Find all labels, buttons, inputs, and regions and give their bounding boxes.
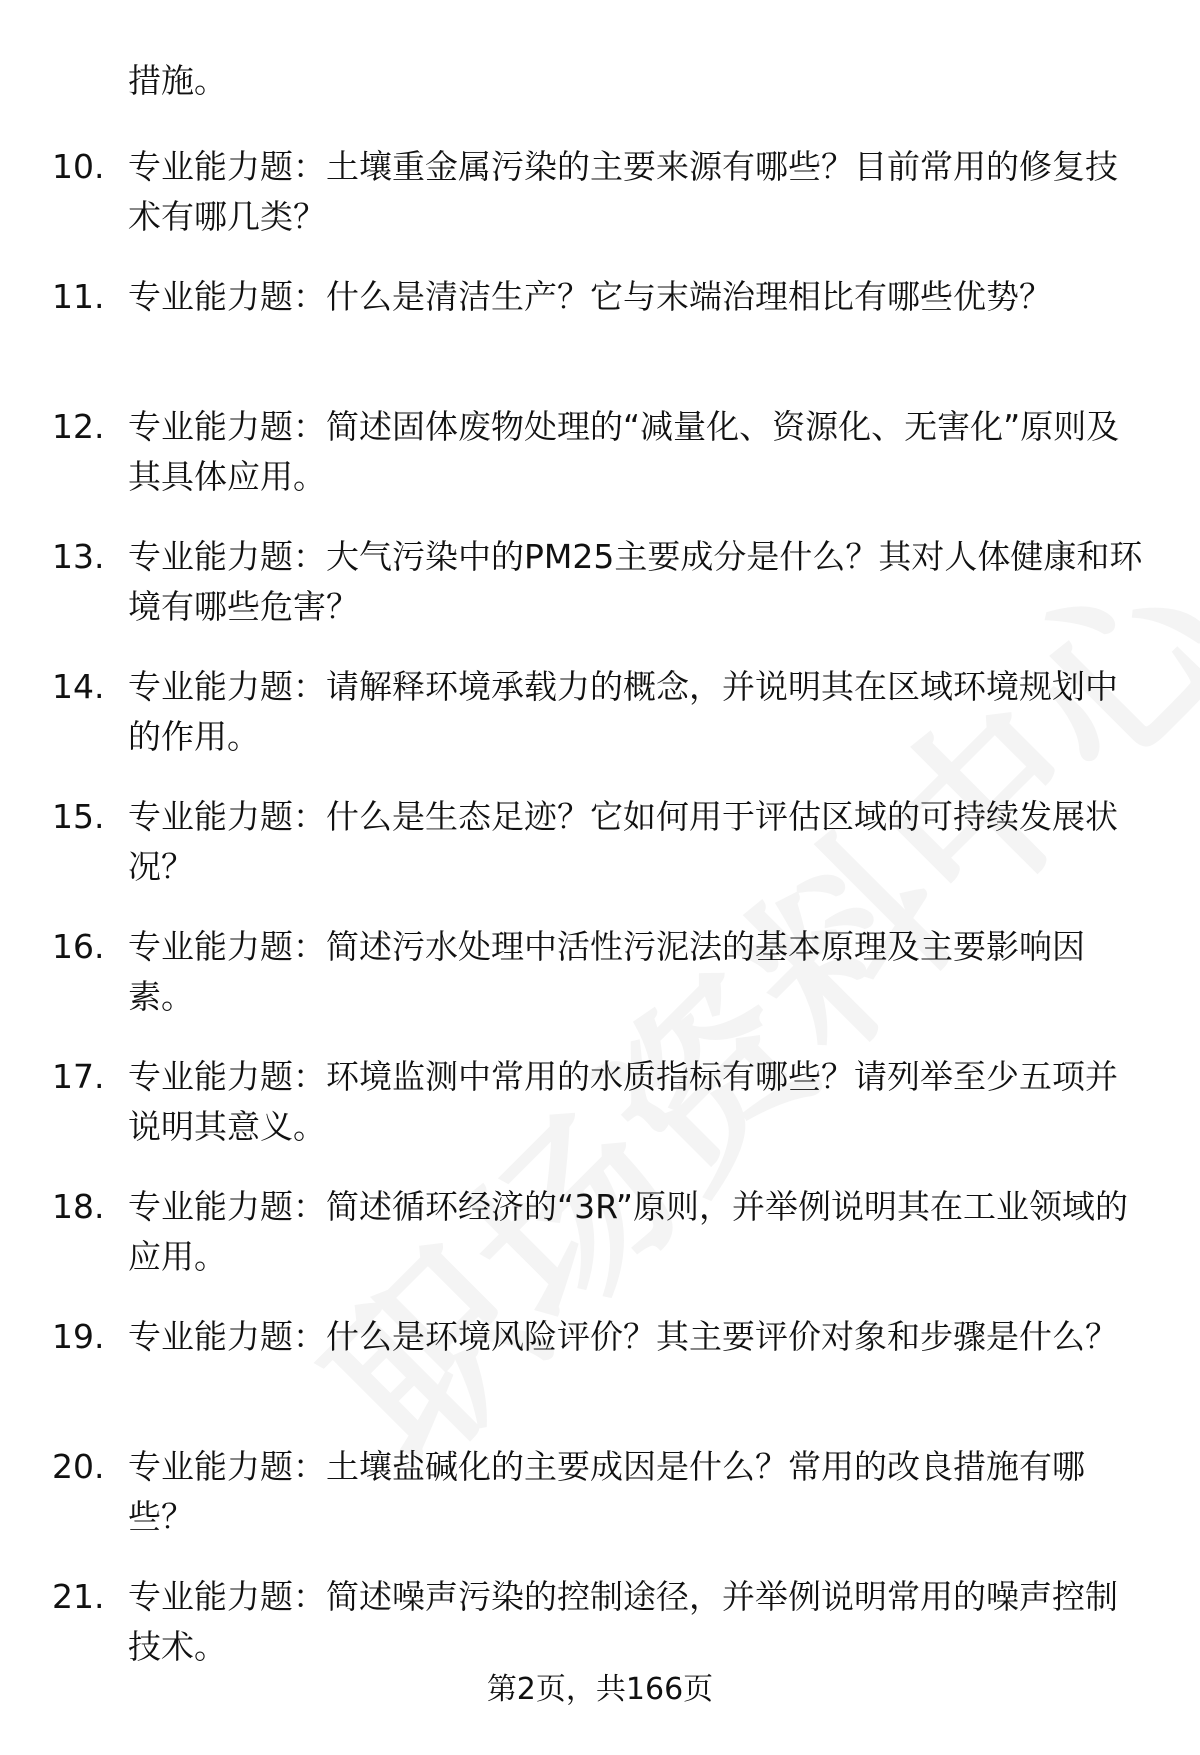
- question-number: 17.: [52, 1057, 105, 1096]
- question-text: 专业能力题：土壤盐碱化的主要成因是什么？常用的改良措施有哪些？: [128, 1447, 1085, 1536]
- question-text: 专业能力题：简述循环经济的“3R”原则，并举例说明其在工业领域的应用。: [128, 1187, 1129, 1276]
- page-number-footer: 第2页，共166页: [486, 1672, 714, 1707]
- question-text: 专业能力题：简述噪声污染的控制途径，并举例说明常用的噪声控制技术。: [128, 1577, 1118, 1666]
- question-item: [0, 532, 1200, 632]
- question-text: 专业能力题：什么是环境风险评价？其主要评价对象和步骤是什么？: [128, 1317, 1118, 1356]
- question-number: 16.: [52, 927, 105, 966]
- question-item: [0, 1572, 1200, 1672]
- question-number: 21.: [52, 1577, 105, 1616]
- question-item: [0, 1182, 1200, 1282]
- question-text: 专业能力题：大气污染中的PM25主要成分是什么？其对人体健康和环境有哪些危害？: [128, 537, 1143, 626]
- question-text: 专业能力题：什么是生态足迹？它如何用于评估区域的可持续发展状况？: [128, 797, 1118, 886]
- question-number: 12.: [52, 407, 105, 446]
- question-item: [0, 142, 1200, 242]
- question-item: [0, 662, 1200, 762]
- question-number: 18.: [52, 1187, 105, 1226]
- question-number: 15.: [52, 797, 105, 836]
- question-text: 专业能力题：环境监测中常用的水质指标有哪些？请列举至少五项并说明其意义。: [128, 1057, 1118, 1146]
- question-number: 19.: [52, 1317, 105, 1356]
- question-number: 10.: [52, 147, 105, 186]
- question-item: [0, 1442, 1200, 1542]
- question-item: [0, 1052, 1200, 1152]
- question-item: [0, 922, 1200, 1022]
- question-item: [0, 792, 1200, 892]
- question-item: [0, 272, 1200, 372]
- question-item: [0, 402, 1200, 502]
- continued-question-text: 措施。: [128, 61, 227, 100]
- question-number: 20.: [52, 1447, 105, 1486]
- question-text: 专业能力题：土壤重金属污染的主要来源有哪些？目前常用的修复技术有哪几类？: [128, 147, 1118, 236]
- question-number: 14.: [52, 667, 105, 706]
- question-text: 专业能力题：请解释环境承载力的概念，并说明其在区域环境规划中的作用。: [128, 667, 1118, 756]
- question-text: 专业能力题：什么是清洁生产？它与末端治理相比有哪些优势？: [128, 277, 1052, 316]
- question-text: 专业能力题：简述污水处理中活性污泥法的基本原理及主要影响因素。: [128, 927, 1085, 1016]
- question-number: 11.: [52, 277, 105, 316]
- question-item: [0, 1312, 1200, 1412]
- question-list: [0, 142, 1200, 1702]
- question-number: 13.: [52, 537, 105, 576]
- question-text: 专业能力题：简述固体废物处理的“减量化、资源化、无害化”原则及其具体应用。: [128, 407, 1120, 496]
